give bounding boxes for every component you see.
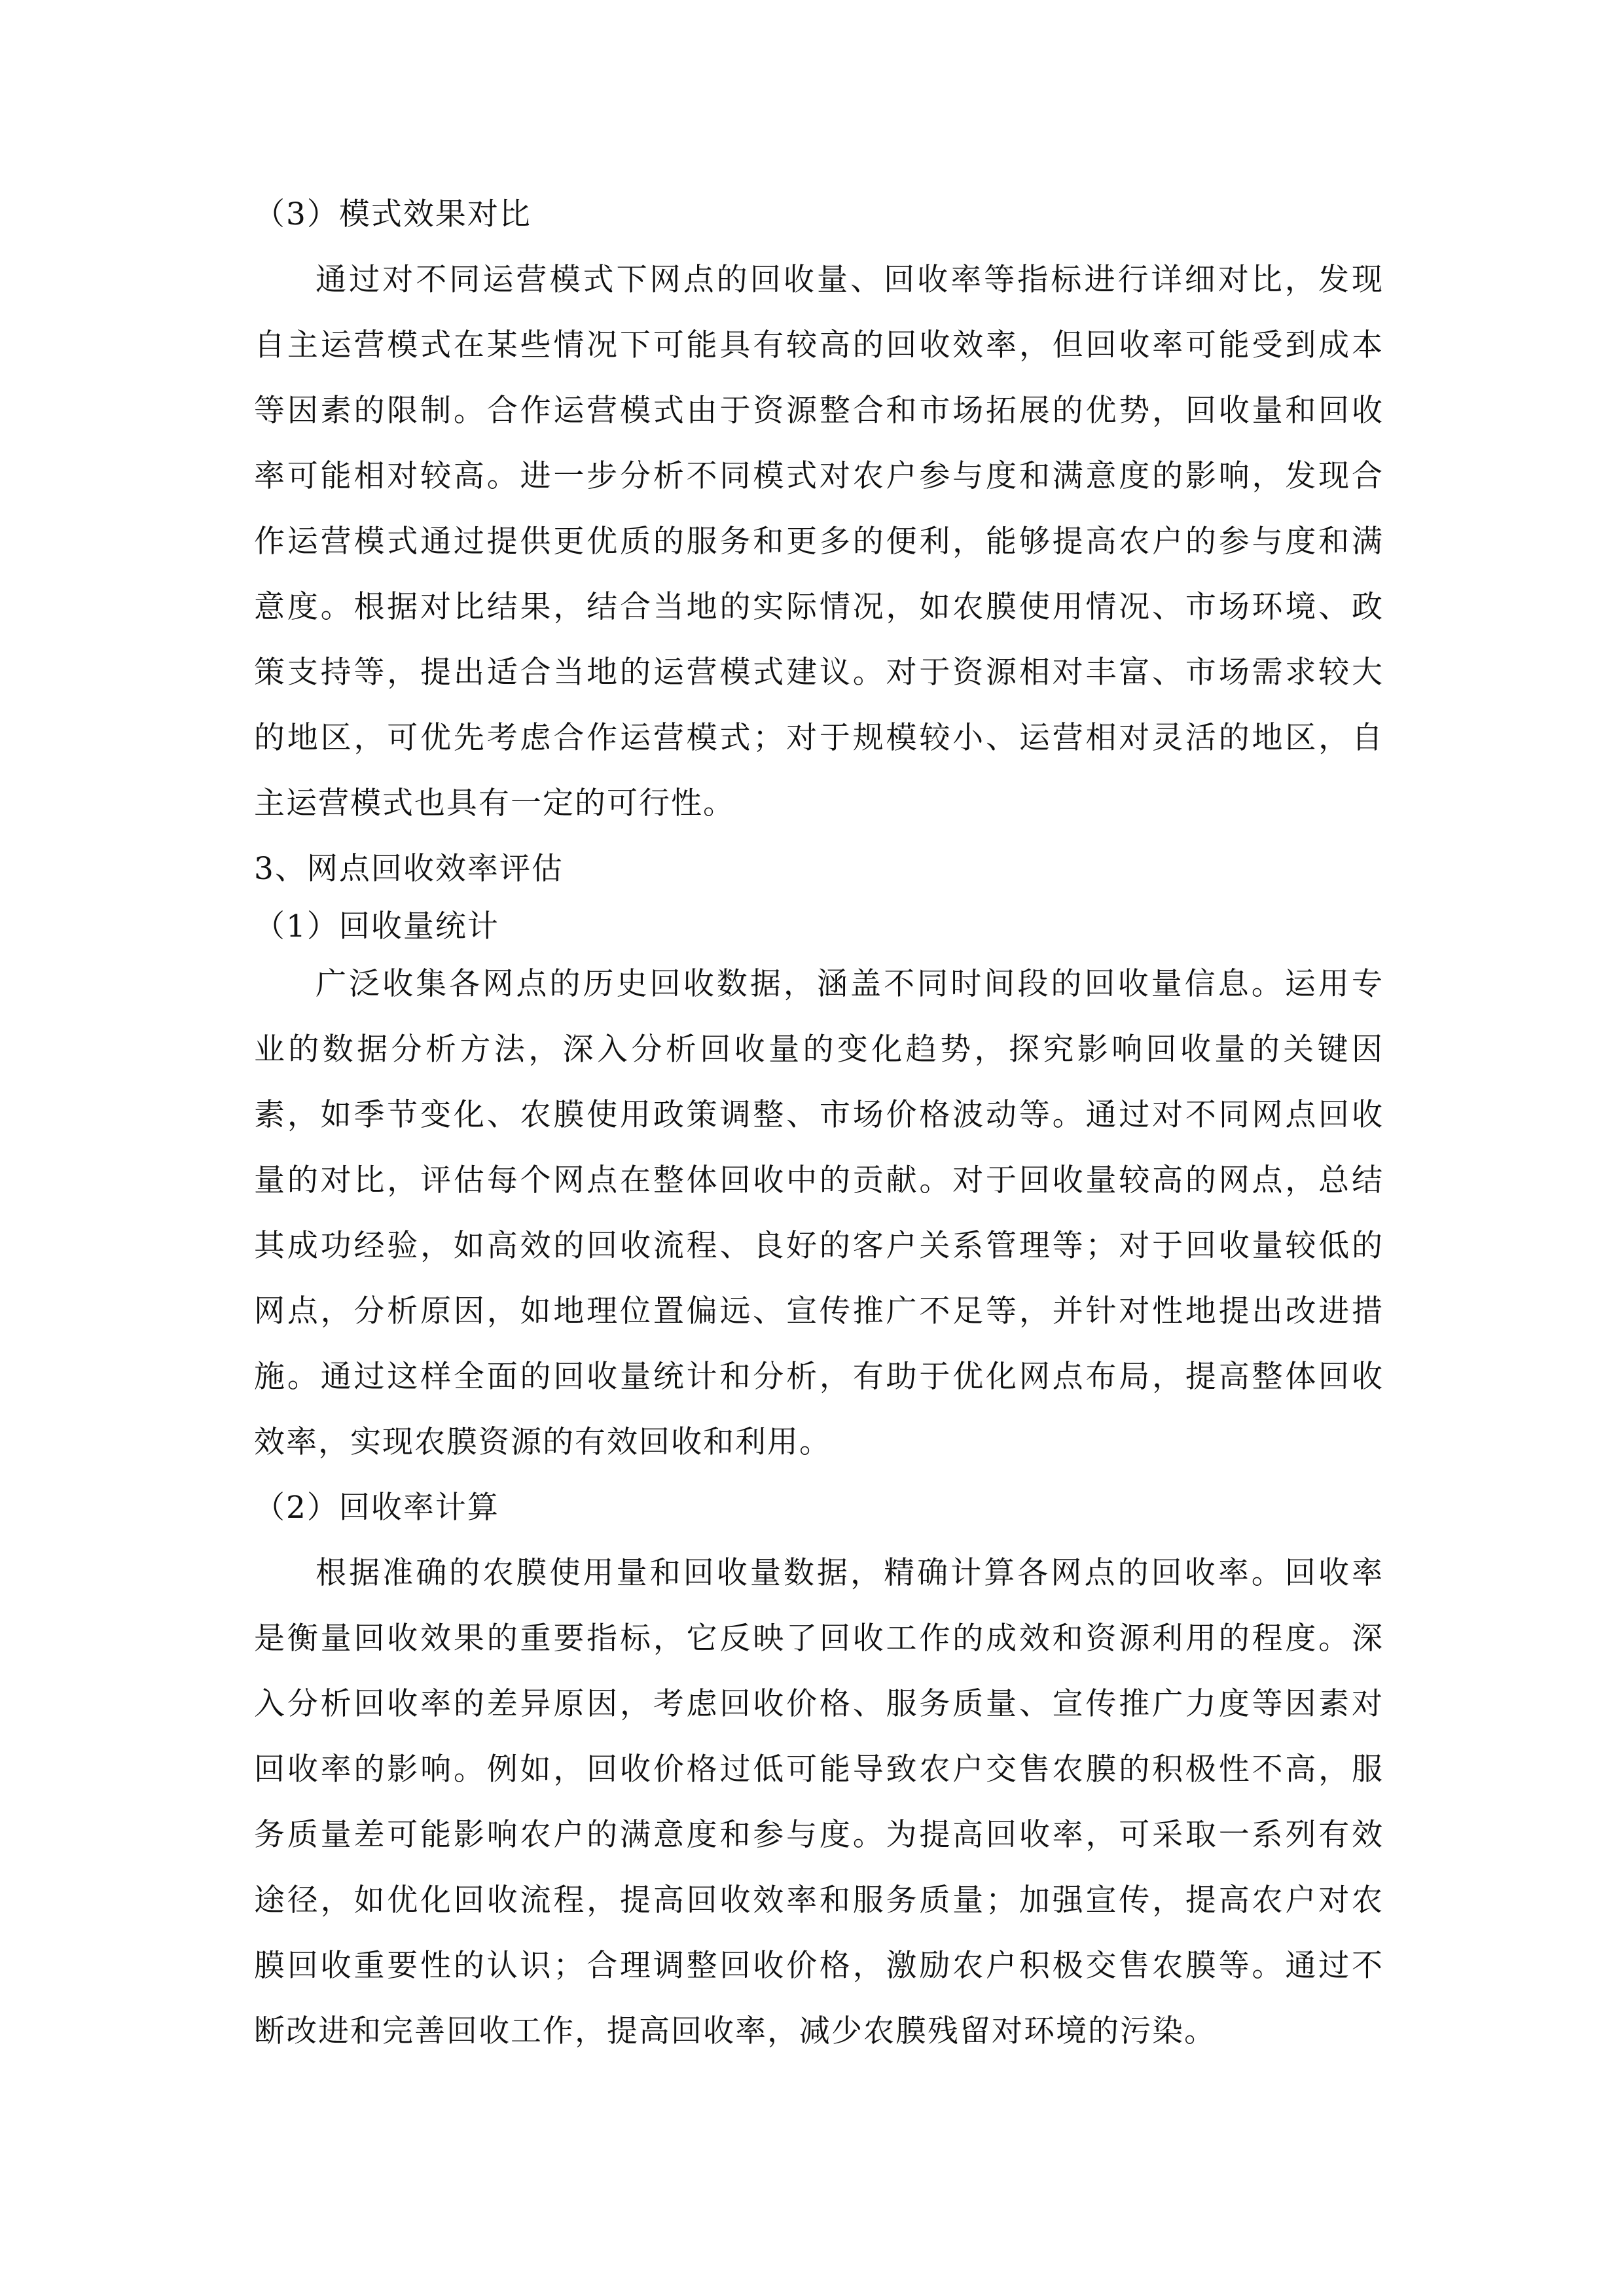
paragraph-line: 网点，分析原因，如地理位置偏远、宣传推广不足等，并针对性地提出改进措	[254, 1293, 1384, 1329]
paragraph-line: 途径，如优化回收流程，提高回收效率和服务质量；加强宣传，提高农户对农	[254, 1882, 1384, 1918]
paragraph-line: 策支持等，提出适合当地的运营模式建议。对于资源相对丰富、市场需求较大	[254, 655, 1384, 691]
paragraph-line: 等因素的限制。合作运营模式由于资源整合和市场拓展的优势，回收量和回收	[254, 393, 1384, 429]
paragraph-line: 自主运营模式在某些情况下可能具有较高的回收效率，但回收率可能受到成本	[254, 327, 1384, 363]
section-heading: （3）模式效果对比	[254, 196, 532, 232]
paragraph-line: 的地区，可优先考虑合作运营模式；对于规模较小、运营相对灵活的地区，自	[254, 720, 1384, 756]
paragraph-line: 是衡量回收效果的重要指标，它反映了回收工作的成效和资源利用的程度。深	[254, 1621, 1384, 1657]
paragraph-line: 广泛收集各网点的历史回收数据，涵盖不同时间段的回收量信息。运用专	[316, 966, 1384, 1002]
section-heading: （2）回收率计算	[254, 1490, 499, 1526]
paragraph-line: 施。通过这样全面的回收量统计和分析，有助于优化网点布局，提高整体回收	[254, 1359, 1384, 1395]
section-title: 3、网点回收效率评估	[254, 851, 564, 887]
paragraph-line: 断改进和完善回收工作，提高回收率，减少农膜残留对环境的污染。	[254, 2013, 1216, 2049]
paragraph-line: 主运营模式也具有一定的可行性。	[254, 785, 735, 821]
paragraph-line: 意度。根据对比结果，结合当地的实际情况，如农膜使用情况、市场环境、政	[254, 589, 1384, 625]
paragraph-line: 其成功经验，如高效的回收流程、良好的客户关系管理等；对于回收量较低的	[254, 1228, 1384, 1264]
section-heading: （1）回收量统计	[254, 908, 499, 944]
paragraph-line: 素，如季节变化、农膜使用政策调整、市场价格波动等。通过对不同网点回收	[254, 1097, 1384, 1133]
paragraph-line: 膜回收重要性的认识；合理调整回收价格，激励农户积极交售农膜等。通过不	[254, 1948, 1384, 1984]
paragraph-line: 通过对不同运营模式下网点的回收量、回收率等指标进行详细对比，发现	[316, 262, 1384, 298]
paragraph-line: 务质量差可能影响农户的满意度和参与度。为提高回收率，可采取一系列有效	[254, 1817, 1384, 1853]
paragraph-line: 根据准确的农膜使用量和回收量数据，精确计算各网点的回收率。回收率	[316, 1555, 1384, 1591]
paragraph-line: 量的对比，评估每个网点在整体回收中的贡献。对于回收量较高的网点，总结	[254, 1162, 1384, 1198]
paragraph-line: 效率，实现农膜资源的有效回收和利用。	[254, 1424, 831, 1460]
paragraph-line: 业的数据分析方法，深入分析回收量的变化趋势，探究影响回收量的关键因	[254, 1031, 1384, 1067]
paragraph-line: 入分析回收率的差异原因，考虑回收价格、服务质量、宣传推广力度等因素对	[254, 1686, 1384, 1722]
paragraph-line: 作运营模式通过提供更优质的服务和更多的便利，能够提高农户的参与度和满	[254, 524, 1384, 560]
paragraph-line: 率可能相对较高。进一步分析不同模式对农户参与度和满意度的影响，发现合	[254, 458, 1384, 494]
paragraph-line: 回收率的影响。例如，回收价格过低可能导致农户交售农膜的积极性不高，服	[254, 1751, 1384, 1787]
